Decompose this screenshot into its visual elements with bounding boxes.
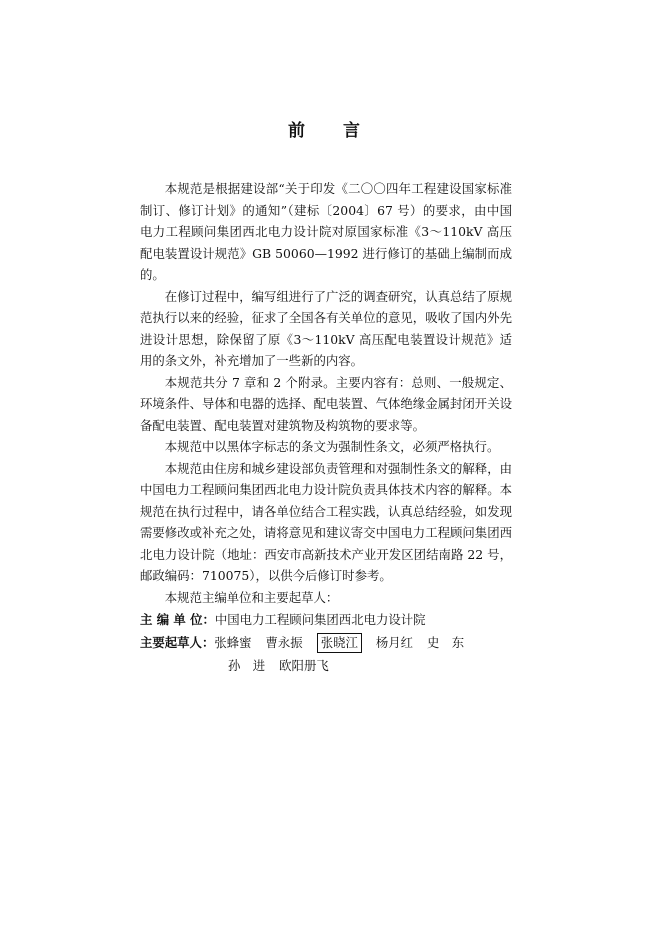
drafter-name: 史 东 xyxy=(427,635,465,650)
title-char-1: 前 xyxy=(288,121,305,141)
paragraph-authors-intro: 本规范主编单位和主要起草人： xyxy=(164,589,339,605)
paragraph-origin: 本规范是根据建设部“关于印发《二〇〇四年工程建设国家标准制订、修订计划》的通知”（建标〔2004〕67 号）的要求，由中国电力工程顾问集团西北电力设计院对原国家标准《3～110kV 高压配电装置设计规范》GB 50060—1992 进行修订的基础上编制而成的。 xyxy=(140,181,512,282)
editor-unit-label: 主 编 单 位： xyxy=(140,612,215,627)
drafter-name: 孙 进 xyxy=(228,658,266,673)
drafter-name-boxed: 张晓江 xyxy=(317,633,362,653)
editor-unit-value: 中国电力工程顾问集团西北电力设计院 xyxy=(214,612,426,627)
drafter-name: 杨月红 xyxy=(375,635,414,650)
drafters-row xyxy=(140,631,512,654)
drafters-row-2 xyxy=(140,654,512,677)
paragraph-revision: 在修订过程中，编写组进行了广泛的调查研究，认真总结了原规范执行以来的经验，征求了全国各有关单位的意见，吸收了国内外先进设计思想，除保留了原《3～110kV 高压配电装置设计规范》适用的条文外，补充增加了一些新的内容。 xyxy=(140,288,512,368)
paragraph-management: 本规范由住房和城乡建设部负责管理和对强制性条文的解释，由中国电力工程顾问集团西北电力设计院负责具体技术内容的解释。本规范在执行过程中，请各单位结合工程实践，认真总结经验，如发现需要修改或补充之处，请将意见和建议寄交中国电力工程顾问集团西北电力设计院（地址：西安市高新技术产业开发区团结南路 22 号，邮政编码：710075），以供今后修订时参考。 xyxy=(140,460,512,583)
drafter-name: 曹永振 xyxy=(265,635,303,650)
title-char-2: 言 xyxy=(343,121,360,141)
preface-body xyxy=(140,178,512,677)
editor-unit-row xyxy=(140,608,512,631)
drafter-name: 欧阳册飞 xyxy=(279,658,329,673)
paragraph-mandatory: 本规范中以黑体字标志的条文为强制性条文，必须严格执行。 xyxy=(164,439,500,454)
paragraph-contents: 本规范共分 7 章和 2 个附录。主要内容有：总则、一般规定、环境条件、导体和电器的选择、配电装置、气体绝缘金属封闭开关设备配电装置、配电装置对建筑物及构筑物的要求等。 xyxy=(140,374,512,433)
page-title xyxy=(0,116,648,141)
drafter-name: 张蜂蜜 xyxy=(214,635,252,650)
drafters-label: 主要起草人： xyxy=(140,635,215,650)
